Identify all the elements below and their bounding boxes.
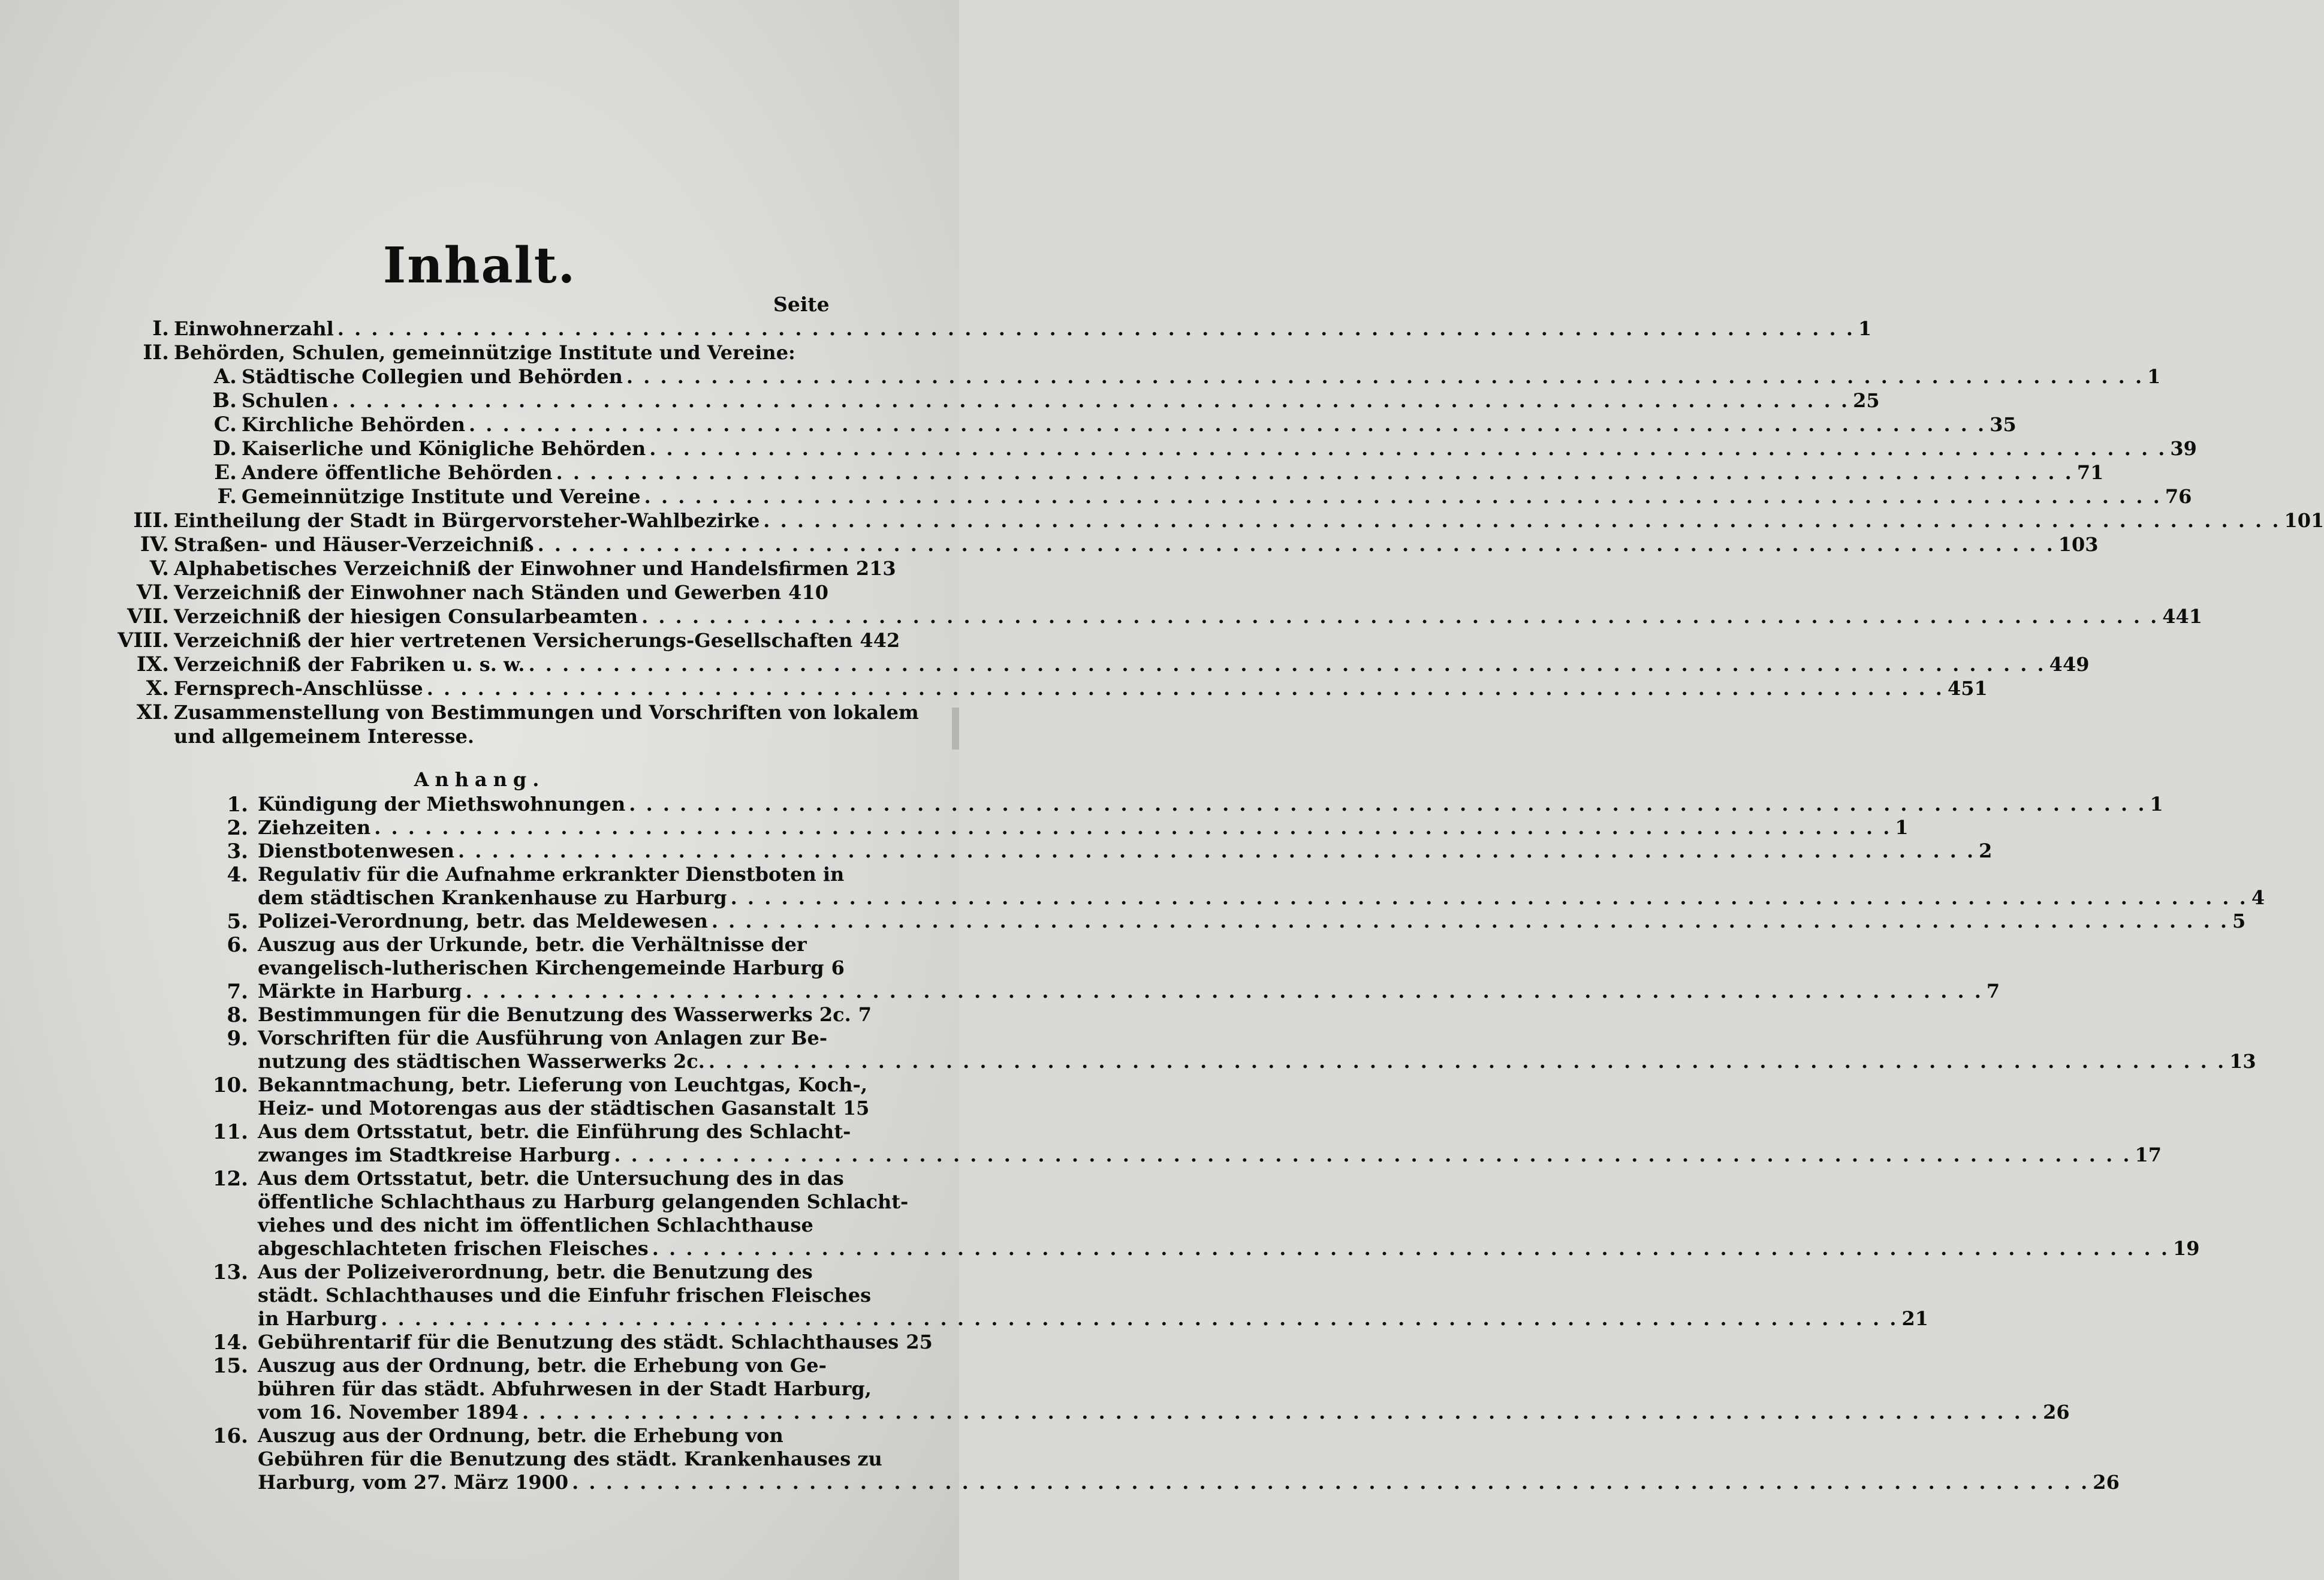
toc-entry-number: 2. (227, 816, 248, 840)
leader-dots: . . . . . . . . . . . . . . . . . . . . . . . . . . . . . . . . . . . . . . . . . . . . . . . . . . . . . . . . . . . . . . . . . . . . . . . . . . . . . . . . . . . . . . . . . . (641, 605, 2159, 628)
toc-entry-text: Auszug aus der Ordnung, betr. die Erhebung von Ge- (258, 1354, 827, 1377)
toc-entry-text: nutzung des städtischen Wasserwerks 2c. (258, 1050, 705, 1073)
toc-entry-text: Heiz- und Motorengas aus der städtischen Gasanstalt (258, 1097, 836, 1119)
toc-entry-text: Verzeichniß der hier vertretenen Versicherungs-Gesellschaften (174, 629, 853, 652)
leader-dots: . . . . . . . . . . . . . . . . . . . . . . . . . . . . . . . . . . . . . . . . . . . . . . . . . . . . . . . . . . . . . . . . . . . . . . . . . . . . . . . . . . . . . . . . . . (528, 653, 2046, 676)
toc-entry-number: 10. (212, 1073, 248, 1097)
toc-entry-page: 19 (2172, 1237, 2200, 1260)
toc-entry-page: 2 (1979, 839, 1993, 862)
toc-entry-text: Aus dem Ortsstatut, betr. die Einführung des Schlacht- (258, 1120, 851, 1143)
toc-entry-number: 16. (212, 1424, 248, 1448)
toc-entry-number: 7. (227, 980, 248, 1004)
toc-entry-number: 14. (212, 1331, 248, 1355)
toc-entry-text: öffentliche Schlachthaus zu Harburg gelangenden Schlacht- (258, 1190, 909, 1213)
toc-entry-page: 21 (1901, 1307, 1928, 1330)
toc-entry-page: 101 (2284, 509, 2324, 532)
toc-entry-text: Städtische Collegien und Behörden (242, 365, 623, 388)
toc-entry-number: II. (143, 341, 169, 365)
toc-entry-page: 7 (858, 1003, 872, 1026)
toc-entry-number: VIII. (117, 628, 169, 652)
leader-dots: . . . . . . . . . . . . . . . . . . . . . . . . . . . . . . . . . . . . . . . . . . . . . . . . . . . . . . . . . . . . . . . . . . . . . . . . . . . . . . . . . . . . . . . . . . (763, 509, 2281, 532)
toc-entry-page: 13 (2229, 1050, 2256, 1073)
toc-entry-text: Gebührentarif für die Benutzung des städt. Schlachthauses (258, 1331, 899, 1353)
toc-entry-text: Aus der Polizeiverordnung, betr. die Benutzung des (258, 1260, 813, 1283)
page-title: Inhalt. (382, 237, 577, 294)
toc-entry-number: III. (133, 508, 169, 532)
toc-entry-text: dem städtischen Krankenhause zu Harburg (258, 886, 727, 909)
toc-entry-text: Auszug aus der Ordnung, betr. die Erhebung von (258, 1424, 783, 1447)
toc-entry-page: 26 (2043, 1401, 2070, 1423)
leader-dots: . . . . . . . . . . . . . . . . . . . . . . . . . . . . . . . . . . . . . . . . . . . . . . . . . . . . . . . . . . . . . . . . . . . . . . . . . . . . . . . . . . . . . . . . . . (522, 1401, 2040, 1423)
leader-dots: . . . . . . . . . . . . . . . . . . . . . . . . . . . . . . . . . . . . . . . . . . . . . . . . . . . . . . . . . . . . . . . . . . . . . . . . . . . . . . . . . . . . . . . . . . (649, 437, 2167, 460)
leader-dots: . . . . . . . . . . . . . . . . . . . . . . . . . . . . . . . . . . . . . . . . . . . . . . . . . . . . . . . . . . . . . . . . . . . . . . . . . . . . . . . . . . . . . . . . . . (572, 1471, 2090, 1494)
toc-entry-text: Gemeinnützige Institute und Vereine (242, 485, 641, 508)
toc-entry-page: 15 (842, 1097, 870, 1119)
toc-entry-text: Verzeichniß der hiesigen Consularbeamten (174, 605, 638, 628)
toc-entry-page: 4 (2251, 886, 2265, 909)
leader-dots: . . . . . . . . . . . . . . . . . . . . . . . . . . . . . . . . . . . . . . . . . . . . . . . . . . . . . . . . . . . . . . . . . . . . . . . . . . . . . . . . . . . . . . . . . . (629, 793, 2147, 815)
toc-entry-text: Behörden, Schulen, gemeinnützige Institute und Vereine: (174, 341, 795, 364)
leader-dots: . . . . . . . . . . . . . . . . . . . . . . . . . . . . . . . . . . . . . . . . . . . . . . . . . . . . . . . . . . . . . . . . . . . . . . . . . . . . . . . . . . . . . . . . . . (337, 317, 1855, 340)
toc-entry-page: 441 (2162, 605, 2203, 628)
toc-entry-number: 9. (227, 1027, 248, 1051)
toc-entry-text: Eintheilung der Stadt in Bürgervorsteher-Wahlbezirke (174, 509, 760, 532)
leader-dots: . . . . . . . . . . . . . . . . . . . . . . . . . . . . . . . . . . . . . . . . . . . . . . . . . . . . . . . . . . . . . . . . . . . . . . . . . . . . . . . . . . . . . . . . . . (730, 886, 2248, 909)
toc-entry-text: Verzeichniß der Fabriken u. s. w. (174, 653, 525, 676)
toc-entry-page: 213 (855, 557, 896, 580)
toc-entry-text: vom 16. November 1894 (258, 1401, 519, 1423)
toc-entry-number: V. (149, 556, 169, 580)
toc-entry-number: 13. (212, 1260, 248, 1284)
leader-dots: . . . . . . . . . . . . . . . . . . . . . . . . . . . . . . . . . . . . . . . . . . . . . . . . . . . . . . . . . . . . . . . . . . . . . . . . . . . . . . . . . . . . . . . . . . (426, 677, 1944, 700)
appendix-heading: Anhang. (414, 768, 545, 791)
toc-entry-text: Gebühren für die Benutzung des städt. Krankenhauses zu (258, 1447, 882, 1470)
toc-entry-text: Kündigung der Miethswohnungen (258, 793, 626, 815)
toc-entry-page: 7 (1986, 980, 2000, 1003)
toc-entry-number: 1. (227, 793, 248, 817)
toc-entry-page: 5 (2232, 910, 2246, 932)
toc-entry-number: 15. (212, 1354, 248, 1378)
toc-entry-text: Regulativ für die Aufnahme erkrankter Dienstboten in (258, 863, 845, 886)
toc-entry-text: Harburg, vom 27. März 1900 (258, 1471, 569, 1494)
toc-entry-page: 25 (1853, 389, 1880, 412)
toc-entry-page: 1 (1858, 317, 1872, 340)
toc-entry-page: 442 (860, 629, 900, 652)
page-column-label: Seite (773, 293, 830, 316)
leader-dots: . . . . . . . . . . . . . . . . . . . . . . . . . . . . . . . . . . . . . . . . . . . . . . . . . . . . . . . . . . . . . . . . . . . . . . . . . . . . . . . . . . . . . . . . . . (374, 816, 1892, 839)
toc-entry-text: abgeschlachteten frischen Fleisches (258, 1237, 649, 1260)
toc-entry-text: Kirchliche Behörden (242, 413, 466, 436)
toc-entry-page: 1 (2147, 365, 2161, 388)
toc-entry-number: I. (152, 317, 169, 341)
toc-entry-page: 6 (831, 956, 845, 979)
leader-dots: . . . . . . . . . . . . . . . . . . . . . . . . . . . . . . . . . . . . . . . . . . . . . . . . . . . . . . . . . . . . . . . . . . . . . . . . . . . . . . . . . . . . . . . . . . (537, 533, 2055, 556)
leader-dots: . . . . . . . . . . . . . . . . . . . . . . . . . . . . . . . . . . . . . . . . . . . . . . . . . . . . . . . . . . . . . . . . . . . . . . . . . . . . . . . . . . . . . . . . . . (644, 485, 2162, 508)
toc-entry-number: B. (212, 389, 237, 413)
toc-entry-text: zwanges im Stadtkreise Harburg (258, 1143, 611, 1166)
toc-entry-number: 11. (212, 1120, 248, 1144)
toc-entry-number: X. (146, 676, 169, 700)
toc-entry-text: bühren für das städt. Abfuhrwesen in der Stadt Harburg, (258, 1377, 872, 1400)
toc-entry-number: XI. (136, 700, 169, 724)
toc-entry-text: Verzeichniß der Einwohner nach Ständen und Gewerben (174, 581, 782, 604)
toc-entry-text: Aus dem Ortsstatut, betr. die Untersuchung des in das (258, 1167, 844, 1190)
toc-entry-page: 76 (2165, 485, 2192, 508)
leader-dots: . . . . . . . . . . . . . . . . . . . . . . . . . . . . . . . . . . . . . . . . . . . . . . . . . . . . . . . . . . . . . . . . . . . . . . . . . . . . . . . . . . . . . . . . . . (331, 389, 1850, 412)
toc-entry-page: 449 (2049, 653, 2090, 676)
toc-entry-page: 26 (2093, 1471, 2120, 1494)
toc-entry-text: Dienstbotenwesen (258, 839, 454, 862)
leader-dots: . . . . . . . . . . . . . . . . . . . . . . . . . . . . . . . . . . . . . . . . . . . . . . . . . . . . . . . . . . . . . . . . . . . . . . . . . . . . . . . . . . . . . . . . . . (381, 1307, 1898, 1330)
toc-entry-text: und allgemeinem Interesse. (174, 725, 474, 748)
toc-entry-number: IX. (136, 652, 169, 676)
toc-entry-text: Einwohnerzahl (174, 317, 334, 340)
toc-entry-number: 8. (227, 1003, 248, 1027)
toc-entry-page: 25 (906, 1331, 933, 1353)
toc-entry-text: evangelisch-lutherischen Kirchengemeinde Harburg (258, 956, 824, 979)
toc-entry-page: 410 (788, 581, 828, 604)
toc-entry-number: VI. (136, 580, 169, 604)
toc-entry-text: Andere öffentliche Behörden (242, 461, 553, 484)
toc-entry-text: Bestimmungen für die Benutzung des Wasserwerks 2c. (258, 1003, 851, 1026)
toc-entry-number: 5. (227, 910, 248, 934)
leader-dots: . . . . . . . . . . . . . . . . . . . . . . . . . . . . . . . . . . . . . . . . . . . . . . . . . . . . . . . . . . . . . . . . . . . . . . . . . . . . . . . . . . . . . . . . . . (556, 461, 2073, 484)
toc-entry-number: 12. (212, 1167, 248, 1191)
toc-entry-text: Kaiserliche und Königliche Behörden (242, 437, 646, 460)
toc-entry-number: A. (213, 365, 237, 389)
leader-dots: . . . . . . . . . . . . . . . . . . . . . . . . . . . . . . . . . . . . . . . . . . . . . . . . . . . . . . . . . . . . . . . . . . . . . . . . . . . . . . . . . . . . . . . . . . (458, 839, 1976, 862)
leader-dots: . . . . . . . . . . . . . . . . . . . . . . . . . . . . . . . . . . . . . . . . . . . . . . . . . . . . . . . . . . . . . . . . . . . . . . . . . . . . . . . . . . . . . . . . . . (711, 910, 2229, 932)
leader-dots: . . . . . . . . . . . . . . . . . . . . . . . . . . . . . . . . . . . . . . . . . . . . . . . . . . . . . . . . . . . . . . . . . . . . . . . . . . . . . . . . . . . . . . . . . . (614, 1143, 2132, 1166)
leader-dots: . . . . . . . . . . . . . . . . . . . . . . . . . . . . . . . . . . . . . . . . . . . . . . . . . . . . . . . . . . . . . . . . . . . . . . . . . . . . . . . . . . . . . . . . . . (708, 1050, 2226, 1073)
toc-entry-text: Polizei-Verordnung, betr. das Meldewesen (258, 910, 708, 932)
leader-dots: . . . . . . . . . . . . . . . . . . . . . . . . . . . . . . . . . . . . . . . . . . . . . . . . . . . . . . . . . . . . . . . . . . . . . . . . . . . . . . . . . . . . . . . . . . (469, 413, 1987, 436)
toc-entry-page: 1 (1895, 816, 1909, 839)
toc-entry-text: in Harburg (258, 1307, 378, 1330)
toc-entry-text: Straßen- und Häuser-Verzeichniß (174, 533, 534, 556)
toc-entry-number: E. (214, 461, 237, 484)
toc-entry-text: Auszug aus der Urkunde, betr. die Verhältnisse der (258, 933, 807, 956)
leader-dots: . . . . . . . . . . . . . . . . . . . . . . . . . . . . . . . . . . . . . . . . . . . . . . . . . . . . . . . . . . . . . . . . . . . . . . . . . . . . . . . . . . . . . . . . . . (652, 1237, 2169, 1260)
toc-entry-text: Fernsprech-Anschlüsse (174, 677, 423, 700)
toc-entry-number: F. (217, 484, 237, 508)
leader-dots: . . . . . . . . . . . . . . . . . . . . . . . . . . . . . . . . . . . . . . . . . . . . . . . . . . . . . . . . . . . . . . . . . . . . . . . . . . . . . . . . . . . . . . . . . . (465, 980, 1983, 1003)
toc-entry-number: 3. (227, 839, 248, 863)
toc-entry-text: viehes und des nicht im öffentlichen Schlachthause (258, 1214, 813, 1236)
toc-entry-number: IV. (140, 532, 169, 556)
toc-entry-page: 71 (2076, 461, 2104, 484)
margin-shadow (952, 708, 959, 750)
toc-entry-number: D. (212, 437, 237, 461)
toc-entry-page: 35 (1990, 413, 2016, 436)
leader-dots: . . . . . . . . . . . . . . . . . . . . . . . . . . . . . . . . . . . . . . . . . . . . . . . . . . . . . . . . . . . . . . . . . . . . . . . . . . . . . . . . . . . . . . . . . . (626, 365, 2144, 388)
toc-entry-text: Alphabetisches Verzeichniß der Einwohner und Handelsfirmen (174, 557, 849, 580)
toc-entry-text: Bekanntmachung, betr. Lieferung von Leuchtgas, Koch-, (258, 1073, 867, 1096)
toc-entry-text: Märkte in Harburg (258, 980, 462, 1003)
toc-entry-text: städt. Schlachthauses und die Einfuhr frischen Fleisches (258, 1284, 872, 1307)
toc-entry-page: 39 (2170, 437, 2197, 460)
toc-entry-page: 1 (2150, 793, 2163, 815)
toc-entry-number: 6. (227, 933, 248, 957)
toc-entry-text: Zusammenstellung von Bestimmungen und Vorschriften von lokalem (174, 701, 919, 724)
toc-entry-page: 17 (2135, 1143, 2162, 1166)
toc-entry-number: 4. (227, 863, 248, 887)
toc-entry-number: VII. (126, 604, 169, 628)
toc-entry-page: 103 (2058, 533, 2099, 556)
toc-entry-text: Schulen (242, 389, 328, 412)
toc-entry-text: Ziehzeiten (258, 816, 371, 839)
toc-entry-number: C. (213, 413, 237, 437)
toc-entry-text: Vorschriften für die Ausführung von Anlagen zur Be- (258, 1027, 828, 1049)
toc-entry-page: 451 (1947, 677, 1988, 700)
